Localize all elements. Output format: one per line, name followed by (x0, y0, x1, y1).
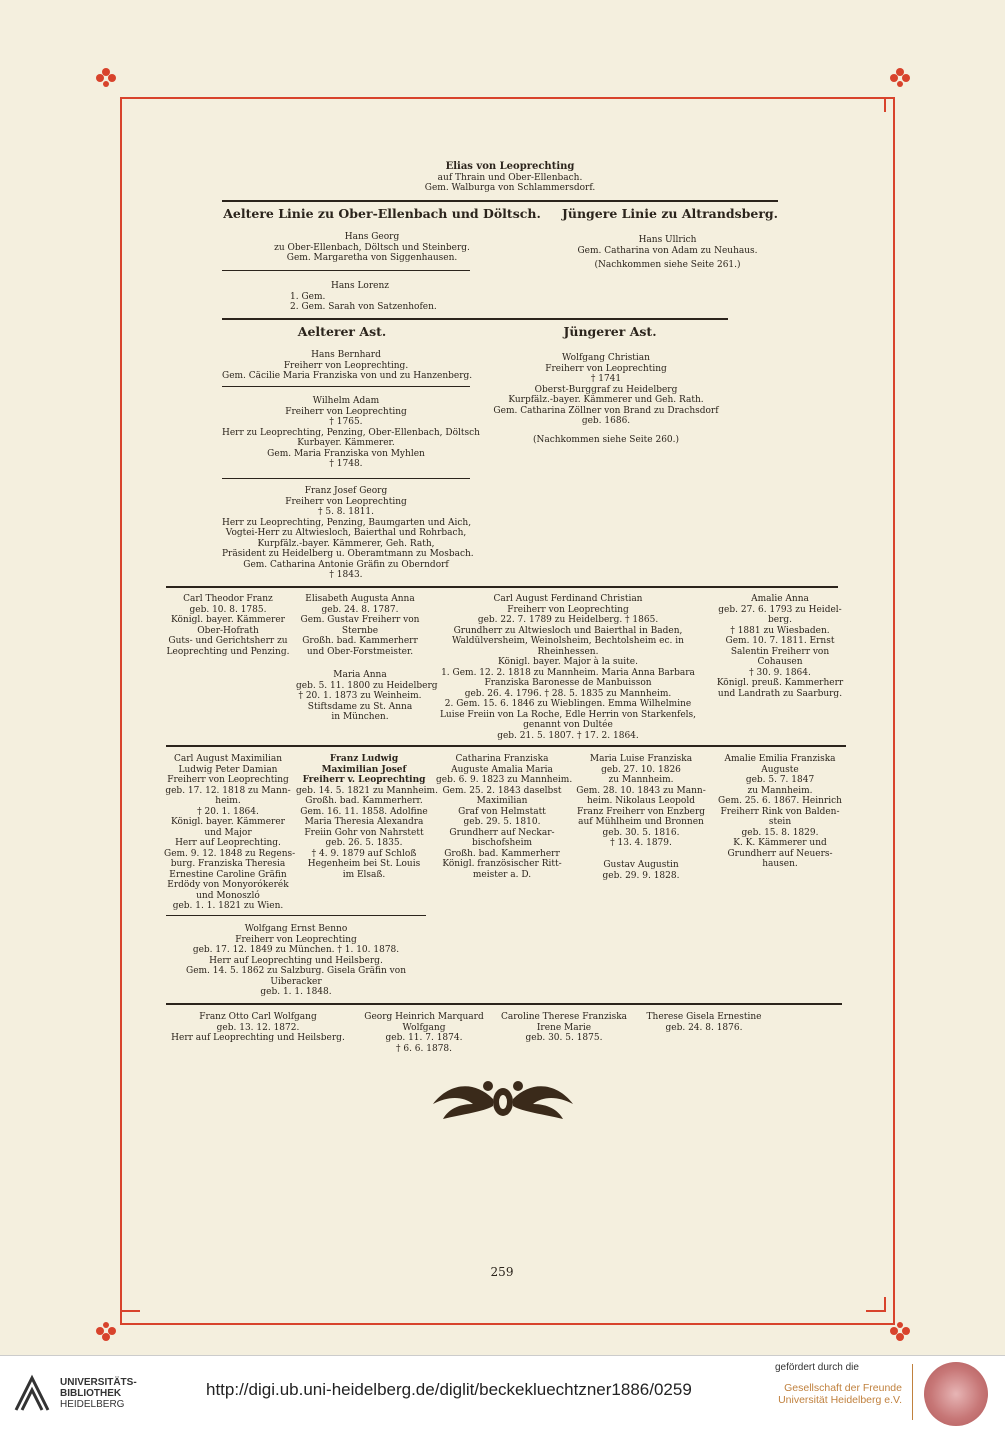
corner-ornament-bottom-right (866, 1297, 914, 1345)
entry-amalie-emilia: Amalie Emilia Franziska Auguste geb. 5. 7. 1847 zu Mannheim. Gem. 25. 6. 1867. Heinrich Freiherr Rink von Balden- stein geb. 15. 8. 1829. K. K. Kämmerer und Grundherr auf Neuers- hausen. (718, 754, 842, 869)
entry-caroline-therese: Caroline Therese Franziska Irene Marie geb. 30. 5. 1875. (500, 1012, 628, 1043)
entry-wolfgang-christian: Wolfgang Christian Freiherr von Leoprechting † 1741 Oberst-Burggraf zu Heidelberg Kurpfälz.-bayer. Kämmerer und Geh. Rath. Gem. Catharina Zöllner von Brand zu Drachsdorf geb. 1686. (Nachkommen siehe Seite 260.) (493, 353, 719, 445)
footer-divider (912, 1364, 913, 1420)
entry-georg-heinrich: Georg Heinrich Marquard Wolfgang geb. 11. 7. 1874. † 6. 6. 1878. (364, 1012, 484, 1054)
entry-franz-otto: Franz Otto Carl Wolfgang geb. 13. 12. 1872. Herr auf Leoprechting und Heilsberg. (171, 1012, 345, 1043)
entry-hans-bernhard: Hans Bernhard Freiherr von Leoprechting. Gem. Cäcilie Maria Franziska von und zu Hanzenberg. (222, 350, 473, 381)
entry-wolfgang-ernst: Wolfgang Ernst Benno Freiherr von Leoprechting geb. 17. 12. 1849 zu München. † 1. 10. 1878. Herr auf Leoprechting und Heilsberg. Gem. 14. 5. 1862 zu Salzburg. Gisela Gräfin von Uiberacker geb. 1. 1. 1848. (186, 924, 406, 997)
entry-maria-luise: Maria Luise Franziska geb. 27. 10. 1826 zu Mannheim. Gem. 28. 10. 1843 zu Mann- heim. Nikolaus Leopold Franz Freiherr von Enzberg auf Mühlheim und Bronnen geb. 30. 5. 1816. † 13. 4. 1879. (576, 754, 706, 848)
entry-franz-ludwig: Franz Ludwig Maximilian Josef Freiherr v. Leoprechting geb. 14. 5. 1821 zu Mannheim. Großh. bad. Kammerherr. Gem. 16. 11. 1858. Adolfine Maria Theresia Alexandra Freiin Gohr von Nahrstett geb. 26. 5. 1835. † 4. 9. 1879 auf Schloß Hegenheim bei St. Louis im Elsaß. (296, 754, 438, 880)
page-number: 259 (490, 1265, 514, 1279)
line-heading-left: Aeltere Linie zu Ober-Ellenbach und Döltsch. (223, 206, 541, 221)
branch-heading-left: Aelterer Ast. (297, 324, 387, 339)
entry-maria-anna: Maria Anna geb. 5. 11. 1800 zu Heidelberg † 20. 1. 1873 zu Weinheim. Stiftsdame zu St. Anna in München. (296, 670, 438, 722)
floral-ornament (428, 1074, 578, 1124)
library-logo-icon (12, 1374, 52, 1414)
rule (222, 478, 470, 479)
rule (166, 915, 426, 916)
corner-ornament-bottom-left (92, 1297, 140, 1345)
line-heading-right: Jüngere Linie zu Altrandsberg. (561, 206, 779, 221)
rule (222, 270, 470, 271)
entry-gustav-augustin: Gustav Augustin geb. 29. 9. 1828. (602, 860, 680, 881)
entry-therese-gisela: Therese Gisela Ernestine geb. 24. 8. 1876. (646, 1012, 762, 1033)
entry-elisabeth: Elisabeth Augusta Anna geb. 24. 8. 1787. Gem. Gustav Freiherr von Sternbe Großh. bad. Kammerherr und Ober-Forstmeister. (300, 594, 420, 657)
digital-url[interactable]: http://digi.ub.uni-heidelberg.de/diglit/beckekluechtzner1886/0259 (206, 1380, 692, 1399)
root-entry: Elias von Leoprechting auf Thrain und Ober-Ellenbach. Gem. Walburga von Schlammersdorf. (424, 161, 596, 193)
rule (166, 586, 838, 588)
sponsor-label: gefördert durch die (775, 1362, 859, 1373)
entry-amalie-anna: Amalie Anna geb. 27. 6. 1793 zu Heidel- berg. † 1881 zu Wiesbaden. Gem. 10. 7. 1811. Ernst Salentin Freiherr von Cohausen † 30. 9. 1864. Königl. preuß. Kammerherr und Landrath zu Saarburg. (716, 594, 844, 699)
rule (166, 1003, 842, 1005)
corner-ornament-top-left (92, 64, 140, 112)
entry-carl-theodor: Carl Theodor Franz geb. 10. 8. 1785. Königl. bayer. Kämmerer Ober-Hofrath Guts- und Gerichtsherr zu Leoprechting und Penzing. (166, 594, 290, 657)
rule (222, 318, 728, 320)
library-name: UNIVERSITÄTS- BIBLIOTHEK HEIDELBERG (60, 1377, 137, 1410)
entry-hans-lorenz: Hans Lorenz 1. Gem. 2. Gem. Sarah von Satzenhofen. (290, 281, 437, 312)
entry-hans-ulrich: Hans Ullrich Gem. Catharina von Adam zu Neuhaus. (Nachkommen siehe Seite 261.) (577, 235, 758, 270)
university-seal-icon (924, 1362, 988, 1426)
entry-hans-georg: Hans Georg zu Ober-Ellenbach, Döltsch und Steinberg. Gem. Margaretha von Siggenhausen. (274, 232, 470, 263)
entry-carl-august: Carl August Ferdinand Christian Freiherr von Leoprechting geb. 22. 7. 1789 zu Heidelberg. † 1865. Grundherr zu Altwiesloch und Baierthal in Baden, Waldülversheim, Weinolsheim, Bechtolsheim ec. in Rheinhessen. Königl. bayer. Major à la suite. 1. Gem. 12. 2. 1818 zu Mannheim. Maria Anna Barbara Franziska Baronesse de Manbuisson geb. 26. 4. 1796. † 28. 5. 1835 zu Mannheim. 2. Gem. 15. 6. 1846 zu Wieblingen. Emma Wilhelmine Luise Freiin von La Roche, Edle Herrin von Starkenfels, genannt von Dultée geb. 21. 5. 1807. † 17. 2. 1864. (439, 594, 697, 741)
entry-catharina-franziska: Catharina Franziska Auguste Amalia Maria geb. 6. 9. 1823 zu Mannheim. Gem. 25. 2. 1843 daselbst Maximilian Graf von Helmstatt geb. 29. 5. 1810. Grundherr auf Neckar- bischofsheim Großh. bad. Kammerherr Königl. französischer Ritt- meister a. D. (436, 754, 573, 880)
corner-ornament-top-right (866, 64, 914, 112)
rule (166, 745, 846, 747)
entry-franz-josef-georg: Franz Josef Georg Freiherr von Leoprechting † 5. 8. 1811. Herr zu Leoprechting, Penzing, Baumgarten und Aich, Vogtei-Herr zu Altwiesloch, Baierthal und Rohrbach, Kurpfälz.-bayer. Kämmerer, Geh. Rath, Präsident zu Heidelberg u. Oberamtmann zu Mosbach. Gem. Catharina Antonie Gräfin zu Oberndorf † 1843. (222, 486, 474, 580)
entry-carl-august-maximilian: Carl August Maximilian Ludwig Peter Damian Freiherr von Leoprechting geb. 17. 12. 1818 zu Mann- heim. † 20. 1. 1864. Königl. bayer. Kämmerer und Major Herr auf Leoprechting. Gem. 9. 12. 1848 zu Regens- burg. Franziska Theresia Ernestine Caroline Gräfin Erdödy von Monyorókerék und Monoszló geb. 1. 1. 1821 zu Wien. (164, 754, 296, 911)
society-name: Gesellschaft der Freunde Universität Heidelberg e.V. (778, 1382, 902, 1406)
rule (222, 200, 778, 202)
rule (222, 386, 470, 387)
branch-heading-right: Jüngerer Ast. (563, 324, 657, 339)
entry-wilhelm-adam: Wilhelm Adam Freiherr von Leoprechting † 1765. Herr zu Leoprechting, Penzing, Ober-Ellenbach, Döltsch Kurbayer. Kämmerer. Gem. Maria Franziska von Myhlen † 1748. (222, 396, 480, 469)
